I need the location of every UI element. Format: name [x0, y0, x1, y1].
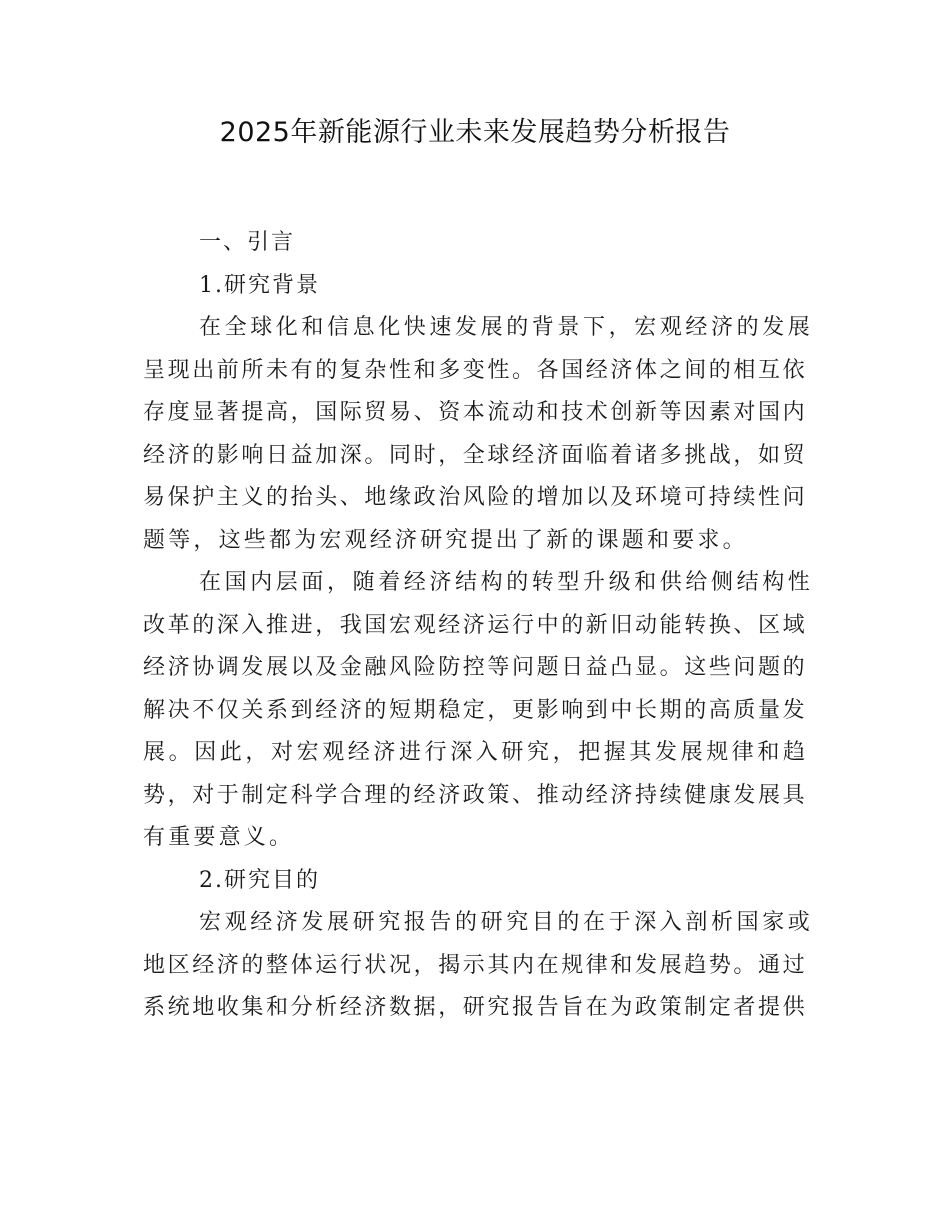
paragraph-line: 经济的影响日益加深。同时，全球经济面临着诸多挑战，如贸: [143, 442, 808, 468]
paragraph-background-2: [143, 562, 814, 860]
paragraph-background-1: [143, 307, 814, 562]
subsection-heading-research-purpose: 2.研究目的: [199, 867, 320, 893]
document-body: [143, 222, 814, 1030]
paragraph-line: 展。因此，对宏观经济进行深入研究，把握其发展规律和趋: [143, 740, 809, 765]
section-heading-introduction: 一、引言: [199, 230, 296, 255]
document-title: 2025年新能源行业未来发展趋势分析报告: [219, 117, 731, 148]
paragraph-line: 宏观经济发展研究报告的研究目的在于深入剖析国家或: [199, 910, 814, 935]
paragraph-purpose-1: [143, 902, 814, 1030]
paragraph-line: 呈现出前所未有的复杂性和多变性。各国经济体之间的相互依: [143, 357, 808, 383]
paragraph-line: 经济协调发展以及金融风险防控等问题日益凸显。这些问题的: [143, 655, 808, 680]
paragraph-line: 系统地收集和分析经济数据，研究报告旨在为政策制定者提供: [143, 995, 808, 1020]
paragraph-line: 有重要意义。: [143, 825, 295, 850]
paragraph-line: 势，对于制定科学合理的经济政策、推动经济持续健康发展具: [143, 782, 808, 808]
subsection-heading-research-background: 1.研究背景: [199, 272, 320, 298]
paragraph-line: 在全球化和信息化快速发展的背景下，宏观经济的发展: [199, 315, 814, 340]
paragraph-line: 改革的深入推进，我国宏观经济运行中的新旧动能转换、区域: [143, 612, 808, 638]
paragraph-line: 解决不仅关系到经济的短期稳定，更影响到中长期的高质量发: [143, 697, 808, 723]
paragraph-line: 题等，这些都为宏观经济研究提出了新的课题和要求。: [143, 527, 748, 553]
paragraph-line: 在国内层面，随着经济结构的转型升级和供给侧结构性: [199, 570, 814, 595]
paragraph-line: 存度显著提高，国际贸易、资本流动和技术创新等因素对国内: [143, 400, 808, 425]
paragraph-line: 易保护主义的抬头、地缘政治风险的增加以及环境可持续性问: [143, 485, 808, 510]
paragraph-line: 地区经济的整体运行状况，揭示其内在规律和发展趋势。通过: [143, 952, 808, 978]
